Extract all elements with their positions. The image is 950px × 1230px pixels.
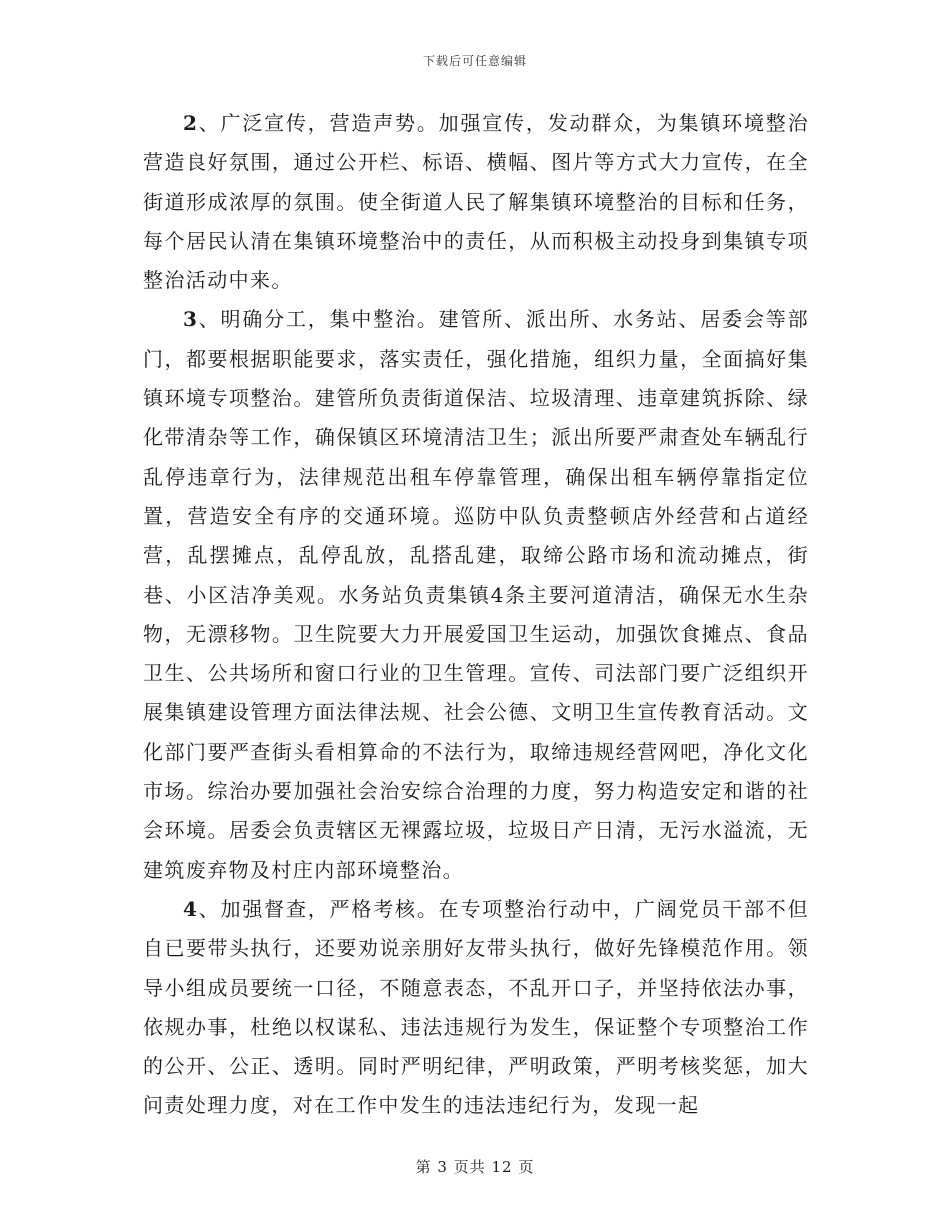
paragraph-4 (143, 890, 809, 1126)
paragraph-2 (143, 104, 809, 300)
paragraph-3 (143, 300, 809, 889)
document-body (143, 104, 809, 1126)
paragraph-number: 2 (183, 111, 199, 135)
paragraph-text: 、明确分工，集中整治。建管所、派出所、水务站、居委会等部门，都要根据职能要求，落实责任，强化措施，组织力量，全面搞好集镇环境专项整治。建管所负责街道保洁、垃圾清理、违章建筑拆除、绿化带清杂等工作，确保镇区环境清洁卫生；派出所要严肃查处车辆乱行乱停违章行为，法律规范出租车停靠管理，确保出租车辆停靠指定位置，营造安全有序的交通环境。巡防中队负责整顿店外经营和占道经营，乱摆摊点，乱停乱放，乱搭乱建，取缔公路市场和流动摊点，街巷、小区洁净美观。水务站负责集镇4条主要河道清洁，确保无水生杂物，无漂移物。卫生院要大力开展爱国卫生运动，加强饮食摊点、食品卫生、公共场所和窗口行业的卫生管理。宣传、司法部门要广泛组织开展集镇建设管理方面法律法规、社会公德、文明卫生宣传教育活动。文化部门要严查街头看相算命的不法行为，取缔违规经营网吧，净化文化市场。综治办要加强社会治安综合治理的力度，努力构造安定和谐的社会环境。居委会负责辖区无裸露垃圾，垃圾日产日清，无污水溢流，无建筑废弃物及村庄内部环境整治。 (143, 307, 809, 882)
page-number: 第 3 页共 12 页 (415, 1158, 535, 1176)
paragraph-text: 、广泛宣传，营造声势。加强宣传，发动群众，为集镇环境整治营造良好氛围，通过公开栏、标语、横幅、图片等方式大力宣传，在全街道形成浓厚的氛围。使全街道人民了解集镇环境整治的目标和任务，每个居民认清在集镇环境整治中的责任，从而积极主动投身到集镇专项整治活动中来。 (143, 111, 809, 293)
page-header: 下载后可任意编辑 (422, 54, 527, 68)
paragraph-number: 3 (183, 307, 199, 332)
paragraph-number: 4 (183, 896, 199, 921)
paragraph-text: 、加强督查，严格考核。在专项整治行动中，广阔党员干部不但自已要带头执行，还要劝说亲朋好友带头执行，做好先锋模范作用。领导小组成员要统一口径，不随意表态，不乱开口子，并坚持依法办事，依规办事，杜绝以权谋私、违法违规行为发生，保证整个专项整治工作的公开、公正、透明。同时严明纪律，严明政策，严明考核奖惩，加大问责处理力度，对在工作中发生的违法违纪行为，发现一起 (143, 896, 809, 1118)
